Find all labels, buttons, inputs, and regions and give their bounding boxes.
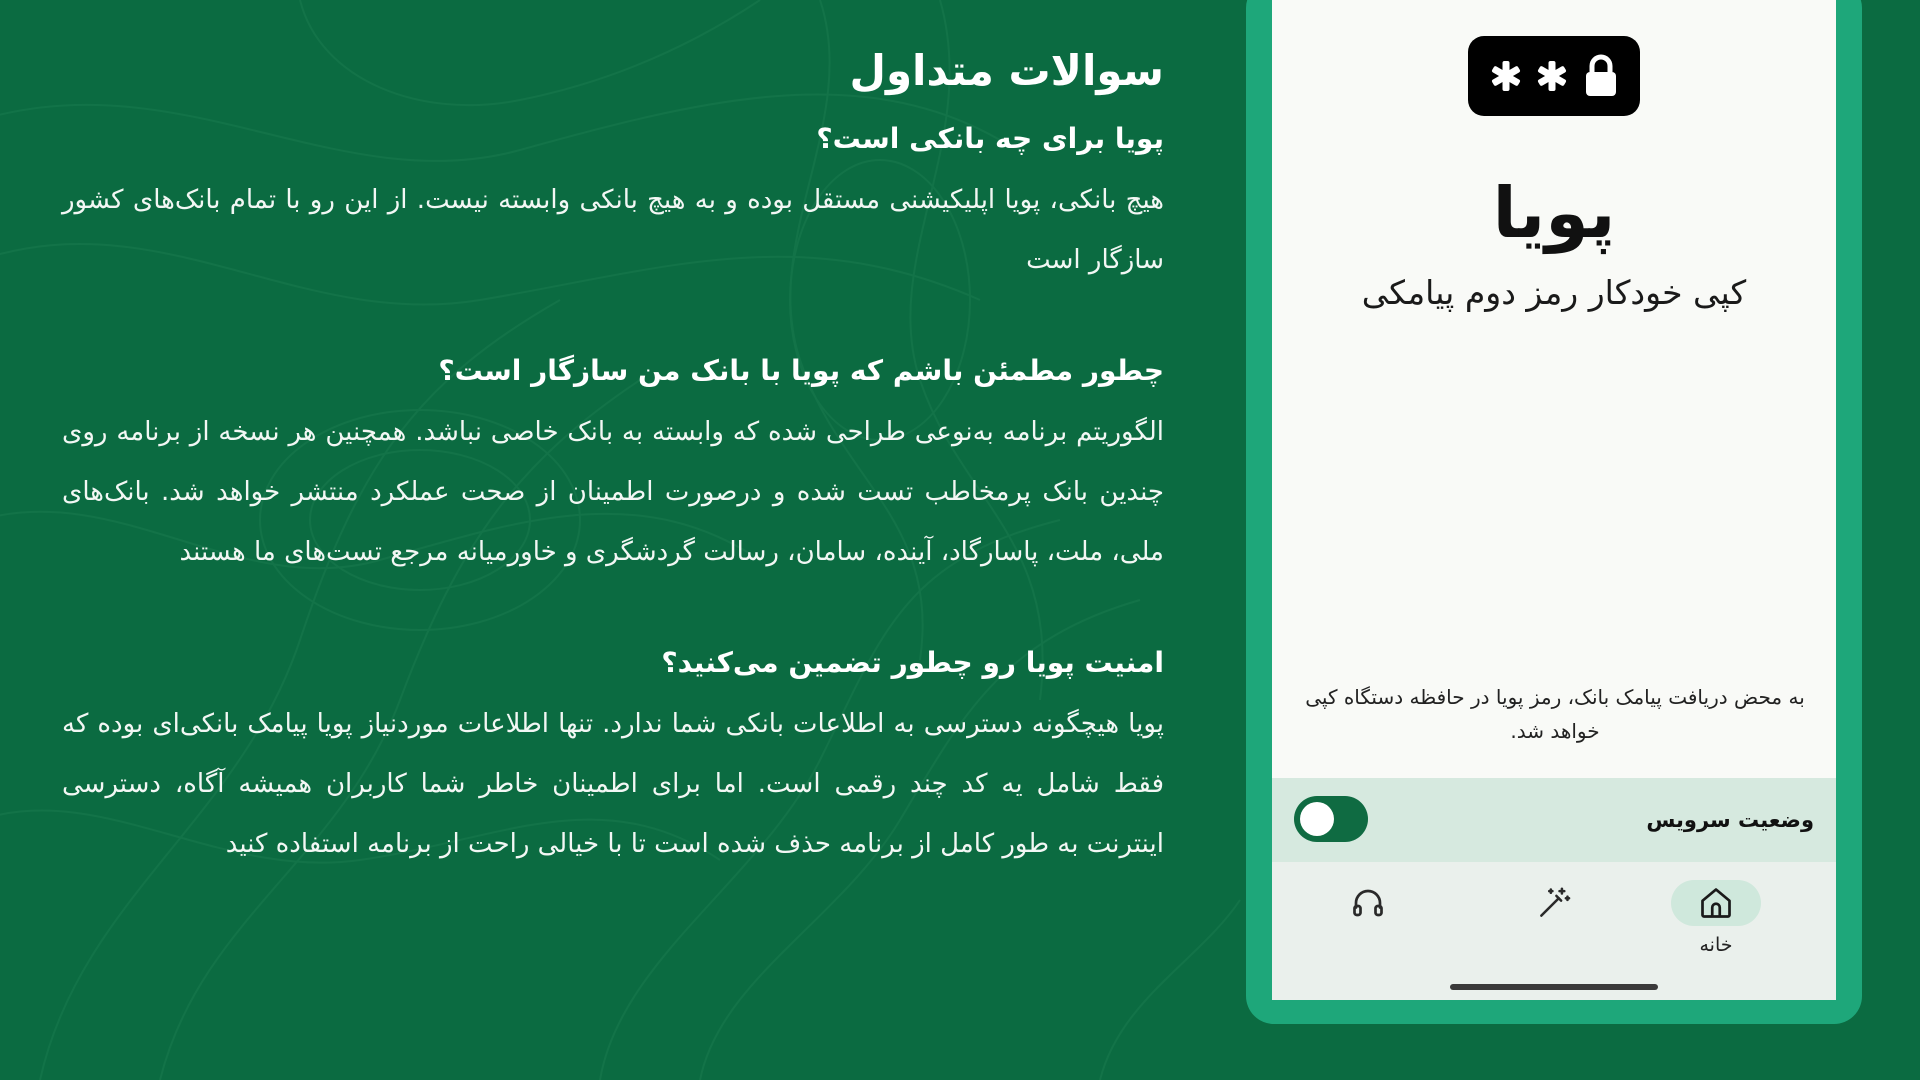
service-status-bar	[1272, 778, 1836, 862]
headset-icon	[1350, 885, 1386, 921]
faq-answer: پویا هیچگونه دسترسی به اطلاعات بانکی شما ندارد. تنها اطلاعات موردنیاز پویا پیامک بانکی‌ای بوده که فقط شامل یه کد چند رقمی است. اما برای اطمینان خاطر شما کاربران همیشه آگاه، دسترسی اینترنت به طور کامل از برنامه حذف شده است تا با خیالی راحت از برنامه استفاده کنید	[62, 709, 1164, 859]
app-tagline: کپی خودکار رمز دوم پیامکی	[1361, 273, 1747, 312]
home-icon	[1698, 885, 1734, 921]
faq-answer: الگوریتم برنامه به‌نوعی طراحی شده که وابسته به بانک خاصی نباشد. همچنین هر نسخه از برنامه روی چندین بانک پرمخاطب تست شده و درصورت اطمینان از صحت عملکرد منتشر خواهد شد. بانک‌های ملی، ملت، پاسارگاد، آینده، سامان، رسالت گردشگری و خاورمیانه مرجع تست‌های ما هستند	[62, 417, 1164, 567]
app-description: به محض دریافت پیامک بانک، رمز پویا در حافظه دستگاه کپی خواهد شد.	[1305, 685, 1805, 743]
faq-item	[62, 114, 1164, 290]
faq-question: امنیت پویا رو چطور تضمین می‌کنید؟	[661, 646, 1164, 679]
toggle-knob	[1300, 802, 1334, 836]
phone-screen	[1272, 0, 1836, 1000]
service-toggle[interactable]	[1294, 796, 1368, 842]
nav-home-label: خانه	[1699, 934, 1733, 956]
faq-title: سوالات متداول	[849, 46, 1164, 95]
faq-item	[62, 346, 1164, 582]
home-indicator	[1450, 984, 1658, 990]
bottom-nav	[1272, 862, 1836, 1000]
faq-item	[62, 638, 1164, 874]
service-status-label: وضعیت سرویس	[1646, 808, 1814, 832]
nav-home-pill	[1671, 880, 1761, 926]
nav-magic[interactable]	[1494, 880, 1614, 926]
magic-wand-icon	[1535, 884, 1573, 922]
app-name: پویا	[1492, 172, 1616, 254]
faq-question: پویا برای چه بانکی است؟	[816, 122, 1164, 155]
nav-support[interactable]	[1308, 880, 1428, 926]
faq-section	[62, 40, 1164, 930]
nav-magic-pill	[1509, 880, 1599, 926]
faq-question: چطور مطمئن باشم که پویا با بانک من سازگار است؟	[438, 354, 1164, 387]
nav-home[interactable]	[1656, 880, 1776, 960]
nav-support-pill	[1323, 880, 1413, 926]
app-logo	[1468, 36, 1640, 116]
faq-answer: هیچ بانکی، پویا اپلیکیشنی مستقل بوده و به هیچ بانکی وابسته نیست. از این رو با تمام بانک‌های کشور سازگار است	[62, 185, 1164, 275]
password-lock-icon	[1484, 48, 1624, 104]
